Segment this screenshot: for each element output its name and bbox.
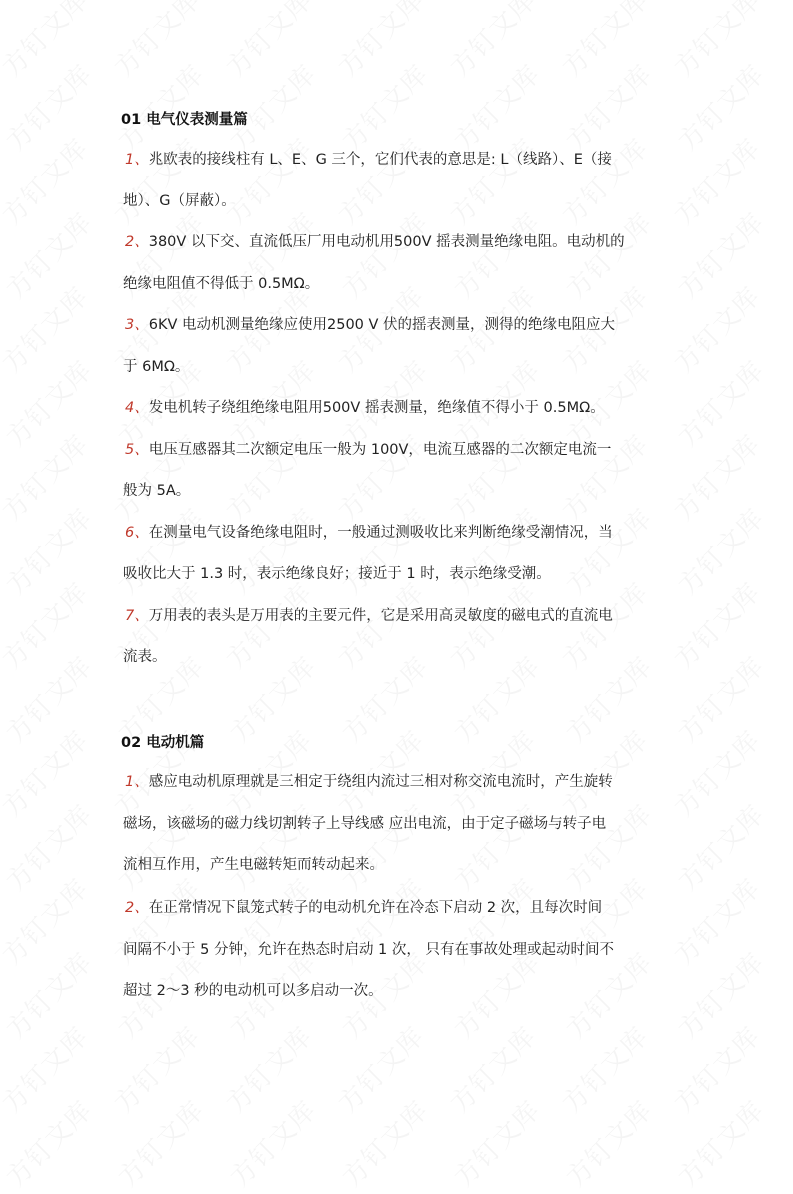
watermark-text [217,129,320,232]
item-text: 流相互作用，产生电磁转矩而转动起来。 [123,857,384,873]
item-text: 万用表的表头是万用表的主要元件，它是采用高灵敏度的磁电式的直流电 [148,608,613,624]
watermark-text [665,129,768,232]
watermark-text [665,1017,768,1120]
item-text: 地）、G（屏蔽）。 [123,193,236,209]
watermark-text [557,647,660,750]
watermark-text [669,943,772,1046]
watermark-text [221,647,324,750]
watermark-text [665,721,768,824]
watermark-text [333,1091,436,1194]
item-text: 兆欧表的接线柱有 L、E、G 三个，它们代表的意思是: L（线路）、E（接 [148,152,612,168]
watermark-text [669,1091,772,1194]
watermark-text [0,129,95,232]
watermark-text [105,1017,208,1120]
watermark-text [445,55,548,158]
watermark-text [669,795,772,898]
watermark-text [0,647,99,750]
item-number: 1、 [125,774,149,790]
watermark-text [0,55,99,158]
watermark-text [557,203,660,306]
watermark-text [333,795,436,898]
watermark-text [0,425,95,528]
watermark-text [329,129,432,232]
watermark-text [105,0,208,84]
watermark-text [217,0,320,84]
watermark-text [105,129,208,232]
item-text: 超过 2～3 秒的电动机可以多启动一次。 [123,983,383,999]
watermark-text [445,647,548,750]
item-text: 6KV 电动机测量绝缘应使用2500 V 伏的摇表测量，测得的绝缘电阻应大 [148,317,616,333]
watermark-text [669,351,772,454]
item-text: 间隔不小于 5 分钟，允许在热态时启动 1 次， 只有在事故处理或起动时间不 [123,942,614,958]
watermark-text [669,203,772,306]
watermark-text [557,499,660,602]
watermark-text [0,943,99,1046]
item-number: 1、 [125,152,149,168]
watermark-text [669,55,772,158]
watermark-text [441,129,544,232]
item-text: 绝缘电阻值不得低于 0.5MΩ。 [123,276,320,292]
item-text: 380V 以下交、直流低压厂用电动机用500V 摇表测量绝缘电阻。电动机的 [148,234,625,250]
watermark-text [333,499,436,602]
watermark-text [441,0,544,84]
watermark-text [665,869,768,972]
watermark-text [665,573,768,676]
watermark-text [665,425,768,528]
item-text: 般为 5A。 [123,483,191,499]
item-number: 6、 [125,525,149,541]
watermark-text [0,499,99,602]
watermark-text [221,1091,324,1194]
watermark-text [665,277,768,380]
watermark-text [665,0,768,84]
watermark-text [0,721,95,824]
watermark-text [0,351,99,454]
watermark-text [553,1017,656,1120]
watermark-text [0,0,95,84]
item-text: 磁场，该磁场的磁力线切割转子上导线感 应出电流，由于定子磁场与转子电 [123,816,607,832]
item-text: 于 6MΩ。 [123,359,190,375]
item-text: 吸收比大于 1.3 时，表示绝缘良好；接近于 1 时，表示绝缘受潮。 [123,566,551,582]
item-text: 流表。 [123,649,167,665]
watermark-text [221,55,324,158]
item-number: 2、 [125,900,149,916]
watermark-text [221,499,324,602]
watermark-text [441,1017,544,1120]
watermark-text [0,203,99,306]
item-number: 5、 [125,442,149,458]
watermark-text [0,1017,95,1120]
watermark-text [333,647,436,750]
watermark-text [557,1091,660,1194]
watermark-text [333,203,436,306]
watermark-text [0,277,95,380]
watermark-text [445,795,548,898]
item-number: 3、 [125,317,149,333]
watermark-text [557,795,660,898]
watermark-text [109,55,212,158]
watermark-text [445,499,548,602]
item-number: 4、 [125,400,149,416]
watermark-text [669,499,772,602]
watermark-text [0,795,99,898]
watermark-text [553,0,656,84]
item-text: 电压互感器其二次额定电压一般为 100V，电流互感器的二次额定电流一 [148,442,612,458]
watermark-text [221,795,324,898]
item-text: 感应电动机原理就是三相定于绕组内流过三相对称交流电流时，产生旋转 [148,774,613,790]
section-heading-motor: 02 电动机篇 [121,735,205,751]
watermark-text [669,647,772,750]
watermark-text [329,1017,432,1120]
watermark-text [333,55,436,158]
watermark-text [109,795,212,898]
watermark-text [0,869,95,972]
watermark-text [329,0,432,84]
item-text: 发电机转子绕组绝缘电阻用500V 摇表测量，绝缘值不得小于 0.5MΩ。 [148,400,605,416]
watermark-text [217,1017,320,1120]
watermark-text [0,1091,99,1194]
watermark-text [109,499,212,602]
section-heading-instrument-measurement: 01 电气仪表测量篇 [121,112,248,128]
watermark-text [445,203,548,306]
item-text: 在正常情况下鼠笼式转子的电动机允许在冷态下启动 2 次，且每次时间 [148,900,603,916]
watermark-text [109,1091,212,1194]
watermark-text [445,1091,548,1194]
item-number: 2、 [125,234,149,250]
watermark-text [557,55,660,158]
item-number: 7、 [125,608,149,624]
item-text: 在测量电气设备绝缘电阻时，一般通过测吸收比来判断绝缘受潮情况，当 [148,525,613,541]
watermark-text [0,573,95,676]
watermark-text [553,129,656,232]
